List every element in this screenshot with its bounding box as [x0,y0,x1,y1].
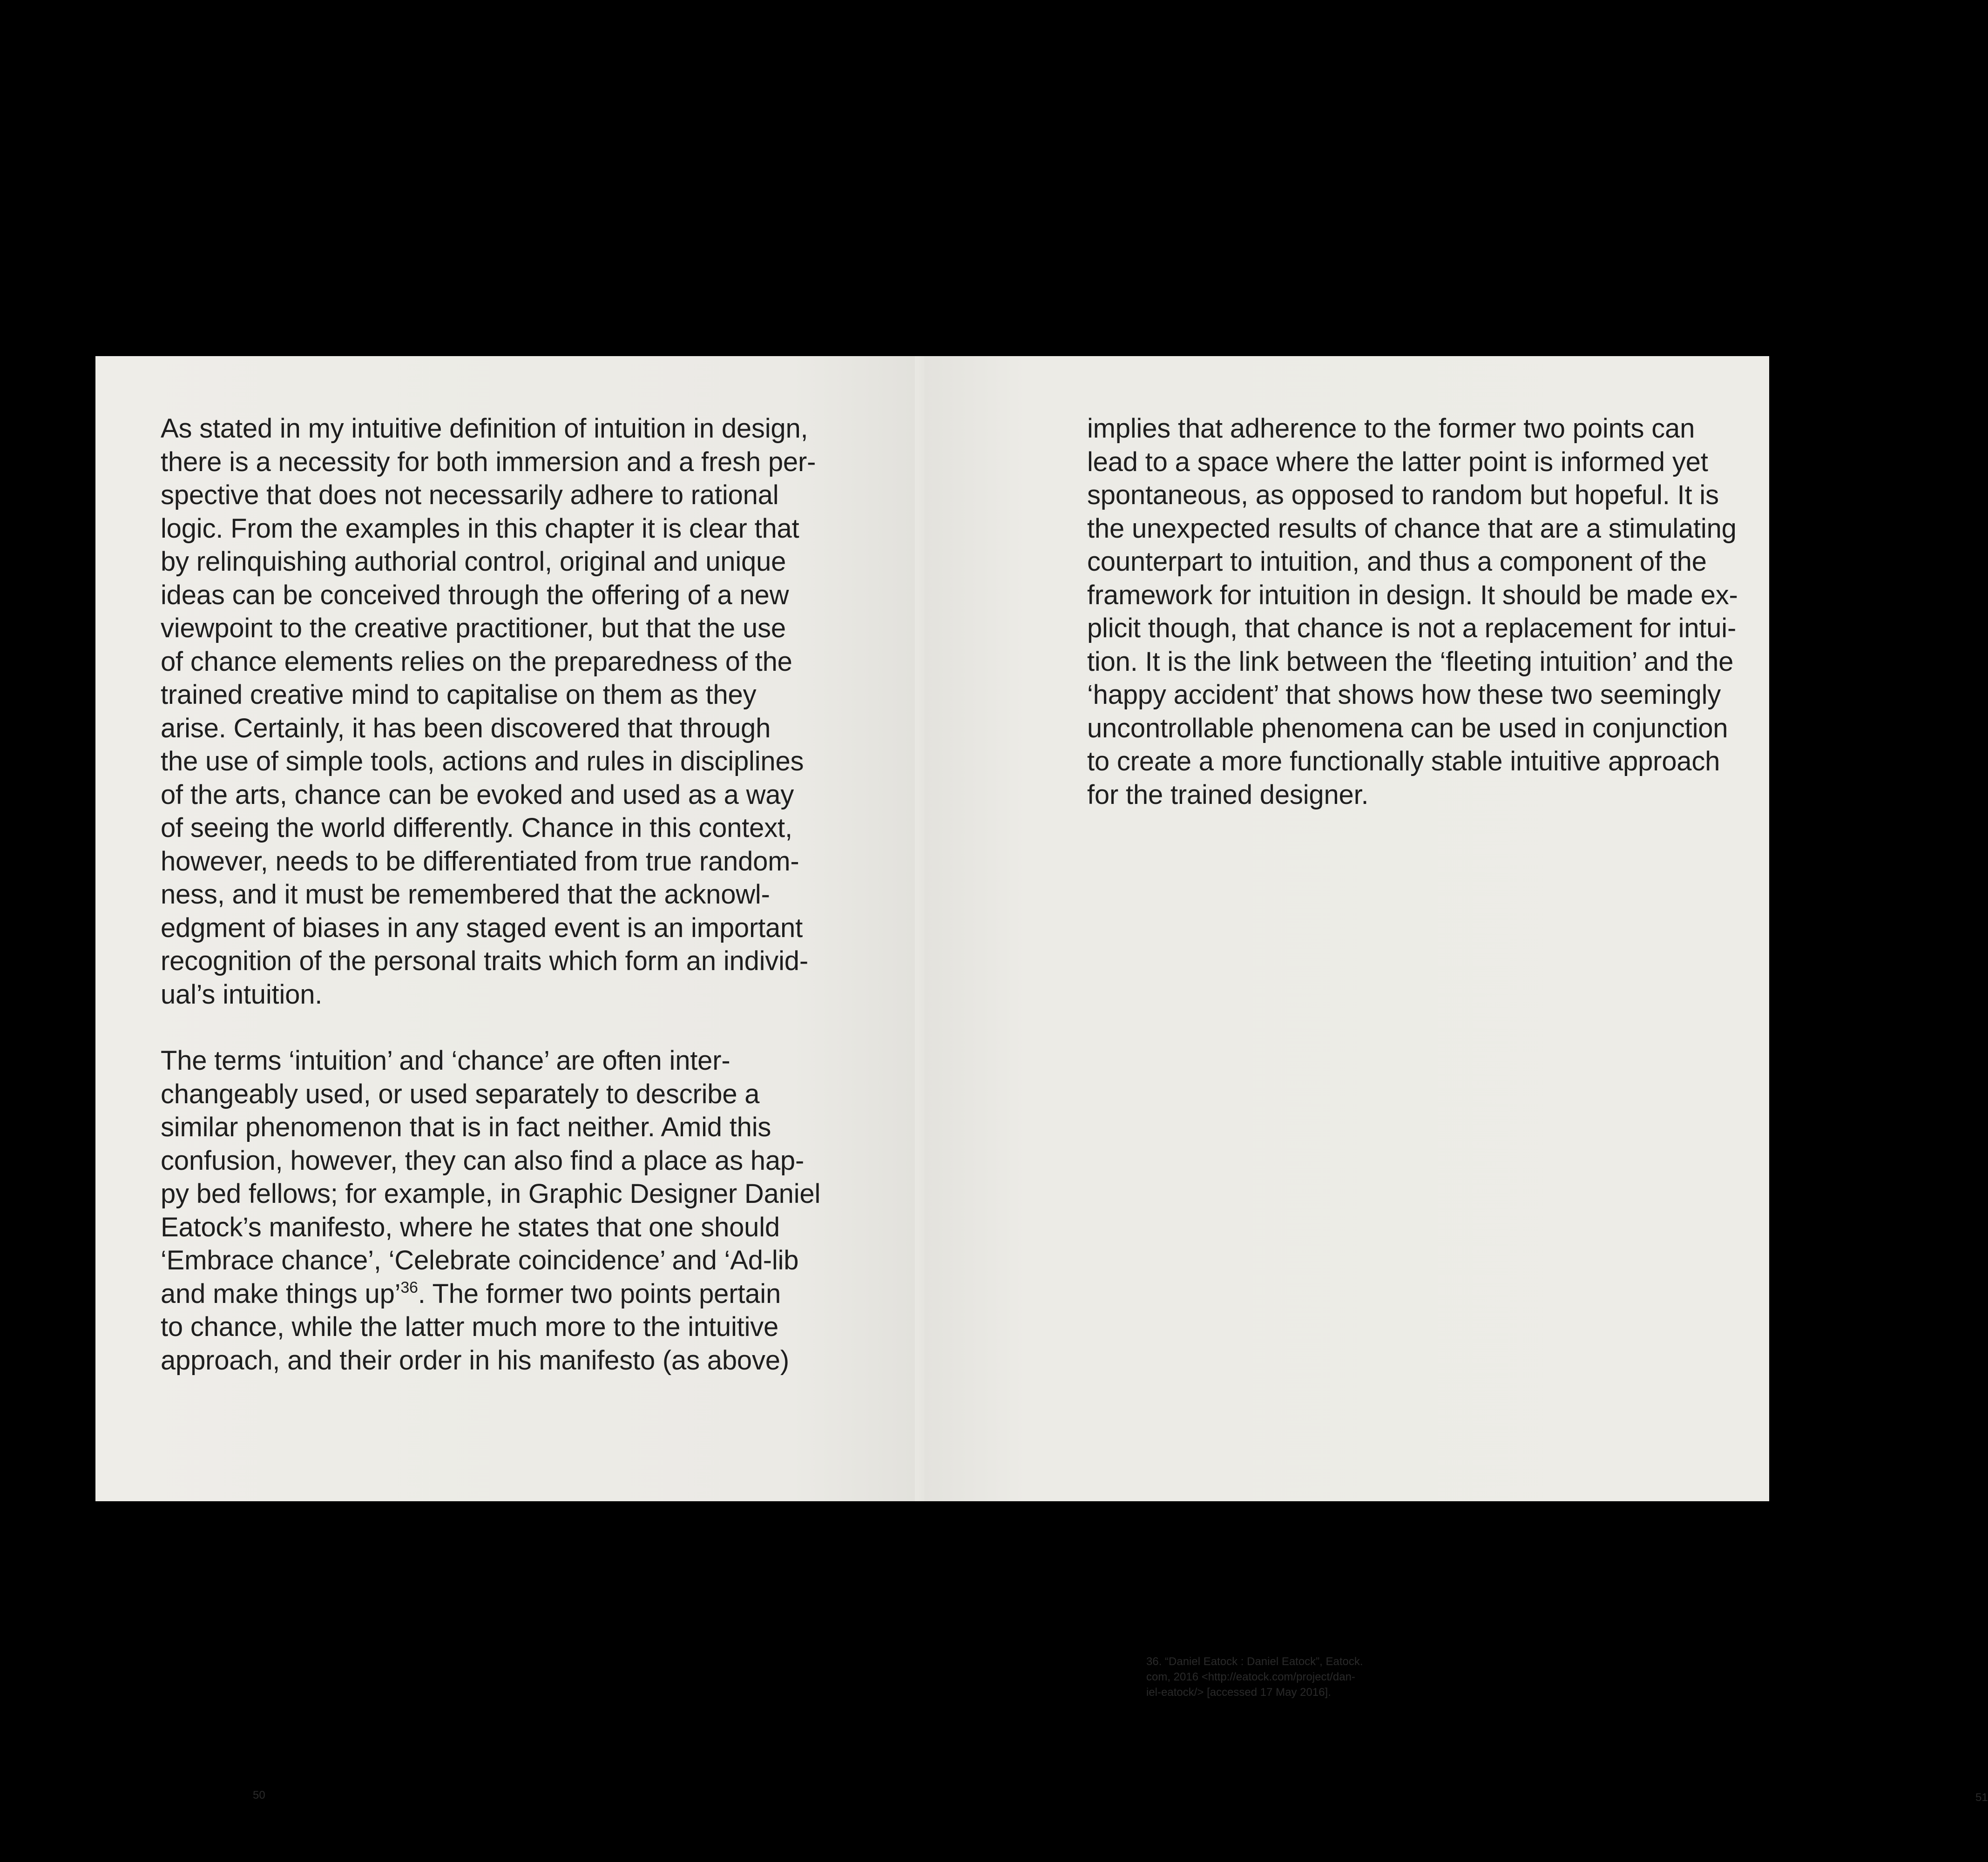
text-line: logic. From the examples in this chapter it is clear that [161,513,799,544]
page-number-left: 50 [253,1789,265,1801]
text-line: to create a more functionally stable intuitive approach [1087,746,1720,776]
text-line: ideas can be conceived through the offering of a new [161,580,789,610]
text-line: trained creative mind to capitalise on them as they [161,680,757,710]
text-line: As stated in my intuitive definition of intuition in design, [161,413,808,444]
book-spread [95,356,1988,1804]
text-line: of seeing the world differently. Chance in this context, [161,813,792,843]
text-line: implies that adherence to the former two points can [1087,413,1695,444]
text-line: however, needs to be differentiated from true random- [161,846,799,877]
text-line: to chance, while the latter much more to the intuitive [161,1312,779,1342]
text-line: Eatock’s manifesto, where he states that one should [161,1212,780,1242]
right-paragraph-1 [1087,412,1738,811]
text-line: edgment of biases in any staged event is an important [161,912,803,943]
text-line: counterpart to intuition, and thus a component of the [1087,546,1707,577]
text-line: ness, and it must be remembered that the acknowl- [161,879,770,910]
text-line: uncontrollable phenomena can be used in conjunction [1087,713,1728,743]
text-line: the unexpected results of chance that are a stimulating [1087,513,1737,544]
text-line: confusion, however, they can also find a place as hap- [161,1145,805,1176]
text-line: ‘Embrace chance’, ‘Celebrate coincidence’ and ‘Ad-lib [161,1245,799,1275]
left-page-body [161,412,820,1377]
left-paragraph-1 [161,412,820,1011]
text-fragment: . The former two points pertain [418,1278,781,1309]
text-line: viewpoint to the creative practitioner, but that the use [161,613,786,643]
text-line: spective that does not necessarily adhere to rational [161,480,779,510]
page-number-right: 51 [1975,1791,1988,1804]
text-line: of chance elements relies on the preparedness of the [161,646,792,677]
text-line: the use of simple tools, actions and rules in disciplines [161,746,804,776]
text-line: there is a necessity for both immersion and a fresh per- [161,446,816,477]
text-fragment: and make things up’ [161,1278,401,1309]
footnote-line: iel-eatock/> [accessed 17 May 2016]. [1146,1686,1331,1699]
text-line: The terms ‘intuition’ and ‘chance’ are often inter- [161,1046,730,1076]
text-line-with-reference [161,1277,820,1311]
text-line: ‘happy accident’ that shows how these two seemingly [1087,680,1721,710]
text-line: arise. Certainly, it has been discovered that through [161,713,771,743]
footnote-line: com, 2016 <http://eatock.com/project/dan- [1146,1671,1355,1683]
text-line: similar phenomenon that is in fact neither. Amid this [161,1112,771,1142]
text-line: ual’s intuition. [161,979,323,1010]
footnote-36 [1146,1654,1363,1700]
text-line: py bed fellows; for example, in Graphic Designer Daniel [161,1179,821,1209]
footnote-line: 36. “Daniel Eatock : Daniel Eatock”, Eatock. [1146,1655,1363,1668]
text-line: for the trained designer. [1087,779,1369,810]
text-line: changeably used, or used separately to describe a [161,1079,760,1109]
text-line: lead to a space where the latter point is informed yet [1087,446,1708,477]
text-line: framework for intuition in design. It should be made ex- [1087,580,1738,610]
text-line: of the arts, chance can be evoked and used as a way [161,779,794,810]
text-line: plicit though, that chance is not a replacement for intui- [1087,613,1737,643]
text-line: tion. It is the link between the ‘fleeting intuition’ and the [1087,646,1734,677]
right-page-body [1087,412,1738,811]
text-line: spontaneous, as opposed to random but hopeful. It is [1087,480,1719,510]
text-line: recognition of the personal traits which form an individ- [161,946,808,976]
footnote-reference[interactable]: 36 [400,1278,418,1296]
left-paragraph-2 [161,1044,820,1377]
left-page [95,356,915,1801]
text-line: by relinquishing authorial control, original and unique [161,546,786,577]
text-line: approach, and their order in his manifesto (as above) [161,1345,789,1376]
